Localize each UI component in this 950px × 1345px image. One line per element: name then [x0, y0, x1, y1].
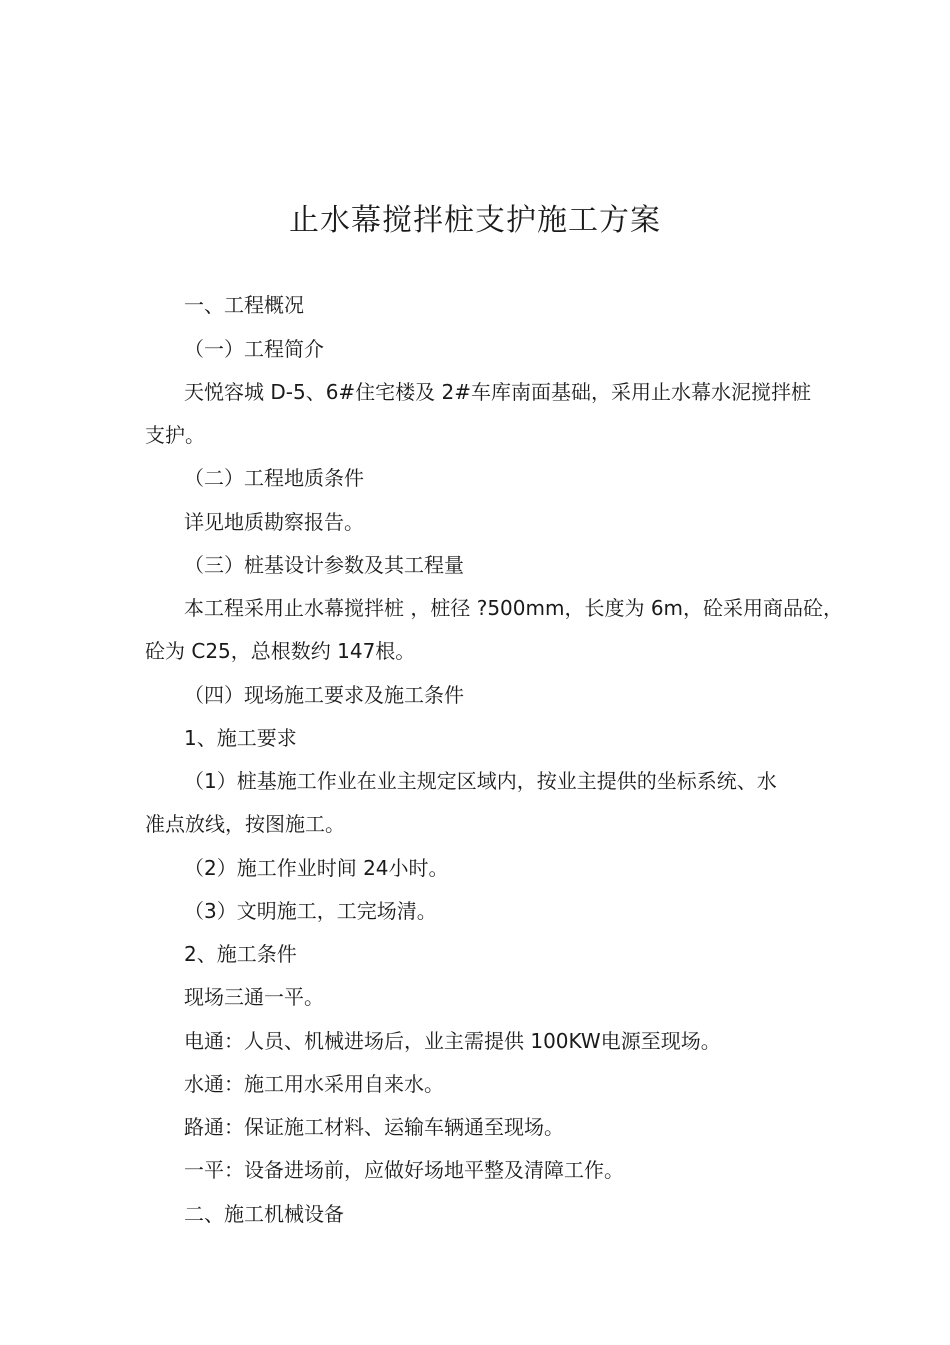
section-heading: 二、施工机械设备 — [184, 1202, 344, 1226]
numbered-heading: 2、施工条件 — [184, 942, 297, 966]
subsection-heading: （四）现场施工要求及施工条件 — [184, 683, 464, 707]
paragraph-line: 准点放线，按图施工。 — [145, 812, 345, 836]
paragraph-line: 详见地质勘察报告。 — [184, 510, 364, 534]
paragraph-line: 电通：人员、机械进场后，业主需提供 100KW电源至现场。 — [184, 1029, 721, 1053]
list-item: （1）桩基施工作业在业主规定区域内，按业主提供的坐标系统、水 — [184, 769, 777, 793]
paragraph-line: 天悦容城 D-5、6#住宅楼及 2#车库南面基础，采用止水幕水泥搅拌桩 — [184, 380, 812, 404]
list-item: （3）文明施工，工完场清。 — [184, 899, 437, 923]
list-item: （2）施工作业时间 24小时。 — [184, 856, 449, 880]
subsection-heading: （一）工程简介 — [184, 337, 324, 361]
section-heading: 一、工程概况 — [184, 293, 304, 317]
subsection-heading: （三）桩基设计参数及其工程量 — [184, 553, 464, 577]
paragraph-line: 本工程采用止水幕搅拌桩 ，桩径 ?500mm，长度为 6m，砼采用商品砼， — [184, 596, 844, 620]
paragraph-line: 支护。 — [145, 423, 205, 447]
paragraph-line: 现场三通一平。 — [184, 985, 324, 1009]
paragraph-line: 水通：施工用水采用自来水。 — [184, 1072, 444, 1096]
paragraph-line: 一平：设备进场前，应做好场地平整及清障工作。 — [184, 1158, 624, 1182]
subsection-heading: （二）工程地质条件 — [184, 466, 364, 490]
document-title: 止水幕搅拌桩支护施工方案 — [289, 203, 661, 238]
paragraph-line: 路通：保证施工材料、运输车辆通至现场。 — [184, 1115, 564, 1139]
numbered-heading: 1、施工要求 — [184, 726, 297, 750]
paragraph-line: 砼为 C25，总根数约 147根。 — [145, 639, 416, 663]
